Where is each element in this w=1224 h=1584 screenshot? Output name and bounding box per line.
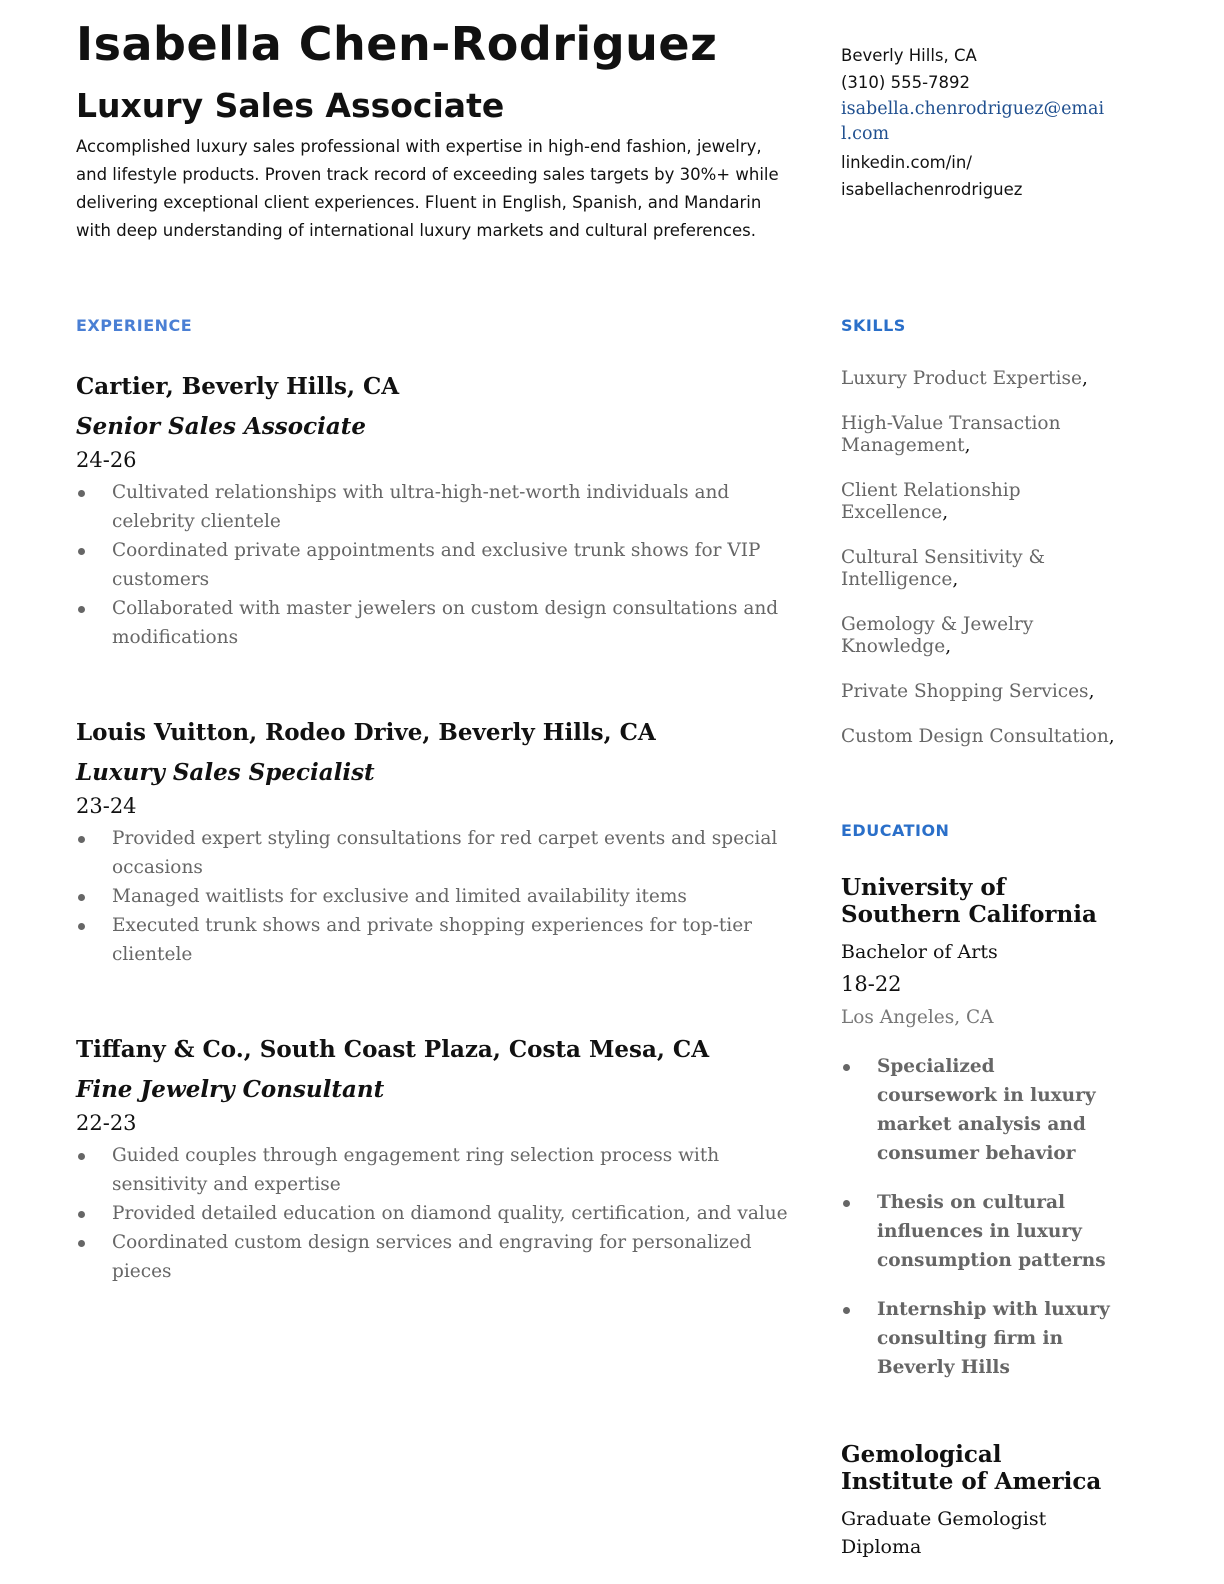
education-bullet: Thesis on cultural influences in luxury consumption patterns (841, 1188, 1116, 1275)
degree: Bachelor of Arts (841, 941, 998, 963)
skill-item (841, 480, 1121, 524)
skill-label: Client Relationship Excellence (841, 480, 1021, 523)
education-bullets (841, 1052, 1116, 1382)
skill-label: High-Value Transaction Management (841, 413, 1061, 456)
skill-label: Cultural Sensitivity & Intelligence (841, 547, 1045, 590)
contact-linkedin-line1[interactable]: linkedin.com/in/ (841, 153, 972, 172)
job-role: Luxury Sales Specialist (76, 759, 375, 786)
job-entry (76, 370, 796, 652)
job-bullets (76, 824, 796, 969)
job-company: Cartier, Beverly Hills, CA (76, 373, 400, 400)
job-dates: 24-26 (76, 448, 137, 472)
skill-item (841, 413, 1121, 457)
candidate-name: Isabella Chen-Rodriguez (76, 17, 718, 71)
skill-label: Gemology & Jewelry Knowledge (841, 614, 1034, 657)
school-name: Gemological Institute of America (841, 1441, 1102, 1495)
education-bullet: Internship with luxury consulting firm in Beverly Hills (841, 1295, 1116, 1382)
skill-item (841, 726, 1121, 748)
degree: Graduate Gemologist Diploma (841, 1508, 1047, 1558)
contact-block (841, 42, 1111, 203)
job-dates: 23-24 (76, 794, 137, 818)
job-bullets (76, 1141, 796, 1286)
skills-list (841, 368, 1121, 771)
skill-item (841, 681, 1121, 703)
job-bullet: Managed waitlists for exclusive and limited availability items (76, 882, 796, 911)
skills-heading: SKILLS (841, 316, 906, 335)
job-bullet: Guided couples through engagement ring selection process with sensitivity and expertise (76, 1141, 796, 1199)
job-company: Tiffany & Co., South Coast Plaza, Costa Mesa, CA (76, 1036, 710, 1063)
job-bullet: Collaborated with master jewelers on custom design consultations and modifications (76, 594, 796, 652)
job-bullet: Cultivated relationships with ultra-high-net-worth individuals and celebrity clientele (76, 478, 796, 536)
job-bullet: Executed trunk shows and private shopping experiences for top-tier clientele (76, 911, 796, 969)
job-bullet: Coordinated private appointments and exclusive trunk shows for VIP customers (76, 536, 796, 594)
education-location: Los Angeles, CA (841, 1007, 994, 1028)
job-role: Senior Sales Associate (76, 413, 366, 440)
skill-label: Private Shopping Services (841, 681, 1089, 702)
job-entry (76, 1033, 796, 1286)
skill-label: Luxury Product Expertise (841, 368, 1082, 389)
skill-item (841, 368, 1121, 390)
professional-summary: Accomplished luxury sales professional with expertise in high-end fashion, jewelry, and lifestyle products. Proven track record of exceeding sales targets by 30%+ while delivering exceptional client experiences. Fluent in English, Spanish, and Mandarin with deep understanding of international luxury markets and cultural preferences. (76, 137, 779, 240)
education-entry (841, 874, 1116, 1402)
education-entry (841, 1441, 1116, 1561)
job-dates: 22-23 (76, 1111, 137, 1135)
contact-email-link[interactable]: isabella.chenrodriguez@email.com (841, 99, 1105, 144)
job-bullet: Provided detailed education on diamond quality, certification, and value (76, 1199, 796, 1228)
skill-item (841, 547, 1121, 591)
experience-heading: EXPERIENCE (76, 316, 193, 335)
candidate-title: Luxury Sales Associate (76, 86, 505, 125)
skill-separator: , (1088, 681, 1095, 702)
contact-phone: (310) 555-7892 (841, 73, 971, 92)
contact-linkedin-line2[interactable]: isabellachenrodriguez (841, 180, 1023, 199)
education-bullet: Specialized coursework in luxury market analysis and consumer behavior (841, 1052, 1116, 1168)
skill-label: Custom Design Consultation (841, 726, 1109, 747)
skill-separator: , (942, 502, 949, 523)
contact-location: Beverly Hills, CA (841, 46, 977, 65)
job-bullets (76, 478, 796, 652)
job-bullet: Coordinated custom design services and engraving for personalized pieces (76, 1228, 796, 1286)
education-heading: EDUCATION (841, 821, 950, 840)
job-company: Louis Vuitton, Rodeo Drive, Beverly Hills, CA (76, 719, 656, 746)
skill-separator: , (1081, 368, 1088, 389)
skill-separator: , (964, 435, 971, 456)
experience-section (76, 370, 796, 1286)
job-entry (76, 716, 796, 969)
education-dates: 18-22 (841, 972, 902, 996)
skill-separator: , (952, 569, 959, 590)
job-bullet: Provided expert styling consultations for red carpet events and special occasions (76, 824, 796, 882)
skill-separator: , (1108, 726, 1115, 747)
skill-separator: , (945, 636, 952, 657)
job-role: Fine Jewelry Consultant (76, 1076, 385, 1103)
skill-item (841, 614, 1121, 658)
school-name: University of Southern California (841, 874, 1097, 928)
